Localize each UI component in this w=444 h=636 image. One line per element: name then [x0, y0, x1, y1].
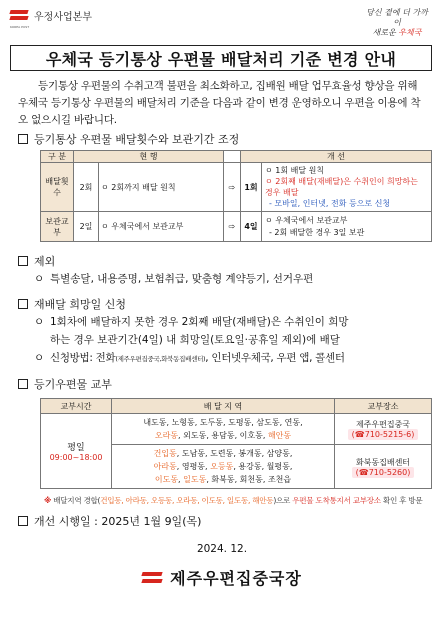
pickup-hours: 평일 09:00~18:00 [41, 414, 112, 489]
signature [0, 566, 444, 589]
area-note: ※ 배달지역 경합(건입동, 아라동, 오등동, 오라동, 이도동, 일도동, 해안동)으로 우편물 도착통지서 교부장소 확인 후 방문 [44, 496, 423, 505]
notice-title-box [10, 45, 432, 71]
org-label: 우정사업본부 [34, 12, 92, 23]
current-count: 2일 [74, 212, 99, 242]
phone-badge: (☎710-5260) [352, 467, 415, 478]
table-head-area: 배 달 지 역 [112, 399, 335, 414]
area-group-2: 건입동, 도남동, 도련동, 봉개동, 삼양동, 아라동, 영평동, 오등동, 용강동, 월평동, 이도동, 일도동, 화북동, 회천동, 조천읍 [112, 445, 335, 489]
notice-title: 우체국 등기통상 우편물 배달처리 기준 변경 안내 [45, 49, 397, 69]
table-head-category: 구 분 [41, 151, 74, 163]
checkbox-square-icon [18, 379, 28, 389]
redelivery-line2: 하는 경우 보관기간(4일) 내 희망일(토요일·공휴일 제외)에 배달 [50, 334, 340, 346]
redelivery-line1: ㅇ 1회차에 배달하지 못한 경우 2회째 배달(재배달)은 수취인이 희망 [34, 316, 349, 328]
section-redelivery-heading: 재배달 희망일 신청 [18, 296, 126, 312]
checkbox-square-icon [18, 134, 28, 144]
checkbox-square-icon [18, 299, 28, 309]
section-effective-date: 개선 시행일 : 2025년 1월 9일(목) [18, 513, 201, 529]
area-group-1: 내도동, 노형동, 도두동, 도평동, 삼도동, 연동, 오라동, 외도동, 용담동, 이호동, 해안동 [112, 414, 335, 445]
table-head-hours: 교부시간 [41, 399, 112, 414]
korea-post-logo-icon [10, 9, 28, 23]
table-head-office: 교부장소 [335, 399, 432, 414]
top-bar [10, 8, 434, 42]
table-row [41, 414, 432, 445]
pickup-table [40, 398, 432, 489]
slogan-line1: 당신 곁에 더 가까이 [366, 8, 428, 27]
arrow-right-icon: ⇨ [224, 163, 241, 212]
table-row [41, 212, 432, 242]
signature-name: 제주우편집중국장 [170, 569, 302, 588]
section-delivery-heading: 등기통상 우편물 배달횟수와 보관기간 조정 [18, 131, 239, 147]
redelivery-method: ㅇ 신청방법: 전화(제주우편집중국,화북동집배센터), 인터넷우체국, 우편 앱, 콜센터 [34, 352, 345, 364]
delivery-change-table [40, 150, 432, 242]
section-pickup-heading: 등기우편물 교부 [18, 376, 112, 392]
office-hwabuk-center: 화북동집배센터 (☎710-5260) [335, 445, 432, 489]
current-desc: ㅇ 2회까지 배달 원칙 [99, 163, 224, 212]
current-count: 2회 [74, 163, 99, 212]
row-label: 보관교부 [41, 212, 74, 242]
new-desc: ㅇ 1회 배달 원칙 ㅇ 2회째 배달(재배달)은 수취인이 희망하는 경우 배달 - 모바일, 인터넷, 전화 등으로 신청 [262, 163, 432, 212]
current-desc: ㅇ 우체국에서 보관교부 [99, 212, 224, 242]
table-row [41, 163, 432, 212]
intro-paragraph: 등기통상 우편물의 수취고객 불편을 최소화하고, 집배원 배달 업무효율성 향상을 위해 우체국 등기통상 우편물의 배달처리 기준을 다음과 같이 변경 운영하오니 우편을 이용에 착오 없으시길 바랍니다. [18, 80, 421, 126]
slogan-line2: 새로운 우체국 [372, 28, 422, 37]
table-head-current: 현 행 [74, 151, 224, 163]
new-desc: ㅇ 우체국에서 보관교부 - 2회 배달한 경우 3일 보관 [262, 212, 432, 242]
checkbox-square-icon [18, 516, 28, 526]
row-label: 배달횟수 [41, 163, 74, 212]
new-count: 4일 [241, 212, 262, 242]
korea-post-logo-icon [142, 570, 162, 586]
section-exclusion-heading: 제외 [18, 253, 55, 269]
issue-date: 2024. 12. [196, 543, 248, 555]
phone-badge: (☎710-5215-6) [348, 429, 419, 440]
exclusion-list: ㅇ 특별송달, 내용증명, 보험취급, 맞춤형 계약등기, 선거우편 [34, 273, 314, 285]
checkbox-square-icon [18, 256, 28, 266]
table-head-improved: 개 선 [241, 151, 432, 163]
slogan [364, 8, 430, 42]
office-jeju-center: 제주우편집중국 (☎710-5215-6) [335, 414, 432, 445]
logo-subtitle: KOREA POST [10, 25, 30, 29]
new-count: 1회 [241, 163, 262, 212]
korea-post-logo [10, 8, 92, 23]
arrow-right-icon: ⇨ [224, 212, 241, 242]
